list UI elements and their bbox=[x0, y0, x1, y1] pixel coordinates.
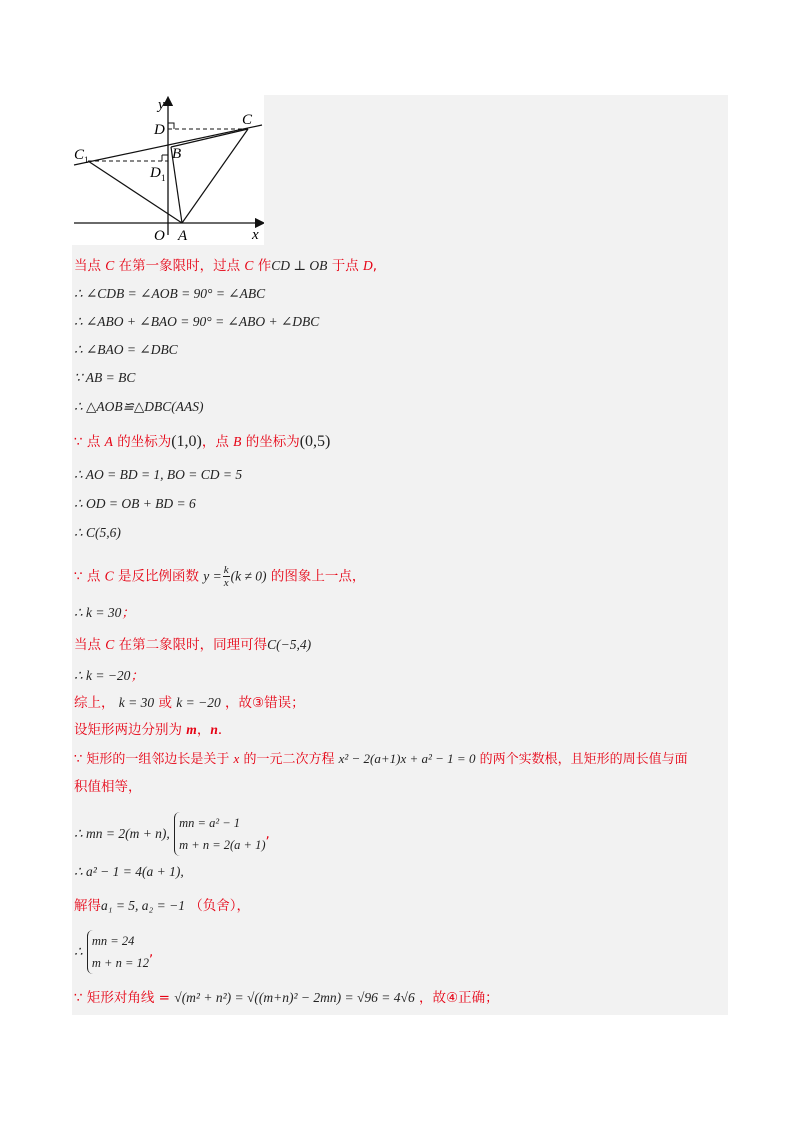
text: 的坐标为 bbox=[241, 434, 300, 450]
math-c-coord: C(−5,4) bbox=[267, 637, 312, 652]
denominator: x bbox=[223, 577, 229, 589]
geometry-figure bbox=[72, 95, 264, 245]
line-11 bbox=[74, 564, 365, 589]
text: ∵ 点 bbox=[74, 434, 105, 450]
math-roots: a₁ = 5, a₂ = −1 bbox=[101, 898, 185, 913]
math-cd-perp-ob: CD ⊥ OB bbox=[271, 258, 328, 273]
label-c1-sub: 1 bbox=[84, 155, 89, 165]
line-19: ∴ mn = 2(m + n), mn = a² − 1 m + n = 2(a + 1) , bbox=[74, 812, 270, 856]
equation-system bbox=[87, 930, 149, 974]
line-14: ∴ k = −20； bbox=[74, 668, 144, 684]
math-c: C bbox=[244, 258, 254, 273]
math-c: C bbox=[105, 258, 115, 273]
text: 于点 bbox=[327, 258, 364, 274]
math-b: B bbox=[233, 434, 242, 449]
label-c: C bbox=[242, 112, 253, 128]
math-m: m bbox=[186, 722, 197, 737]
text: 设矩形两边分别为 bbox=[74, 722, 187, 738]
label-x: x bbox=[252, 227, 259, 243]
math: ∴ k = −20 bbox=[74, 668, 131, 683]
text: 在第二象限时，同理可得 bbox=[114, 637, 268, 653]
text: ， bbox=[196, 722, 211, 738]
text: ∵ 矩形对角线 = bbox=[74, 990, 175, 1006]
line-5: ∵ AB = BC bbox=[74, 370, 136, 385]
text: 综上， bbox=[74, 695, 119, 711]
line-2: ∴ ∠CDB = ∠AOB = 90° = ∠ABC bbox=[74, 286, 266, 301]
system-row-2: m + n = 2(a + 1) bbox=[179, 838, 266, 852]
line-7 bbox=[74, 432, 330, 452]
line-3: ∴ ∠ABO + ∠BAO = 90° = ∠ABO + ∠DBC bbox=[74, 314, 320, 329]
math-a: A bbox=[104, 434, 113, 449]
line-18: 积值相等， bbox=[74, 779, 142, 795]
math-diagonal: √(m² + n²) = √((m+n)² − 2mn) = √96 = 4√6 bbox=[174, 990, 415, 1005]
line-13 bbox=[74, 635, 311, 655]
coordinate-diagram bbox=[72, 95, 264, 245]
line-1: 当点 C 在第一象限时，过点 C 作CD ⊥ OB 于点 D, bbox=[74, 258, 378, 274]
math: ∴ k = 30 bbox=[74, 605, 122, 620]
math: ∴ a² − 1 = 4(a + 1) bbox=[74, 864, 181, 879]
math-condition: (k ≠ 0) bbox=[230, 568, 267, 584]
line-8: ∴ AO = BD = 1, BO = CD = 5 bbox=[74, 467, 243, 482]
system-row-2: m + n = 12 bbox=[91, 956, 150, 970]
math-c: C bbox=[104, 568, 114, 584]
line-12: ∴ k = 30； bbox=[74, 605, 135, 621]
text: 当点 bbox=[74, 258, 106, 274]
text: 的图象上一点， bbox=[266, 568, 366, 585]
right-angle-d bbox=[168, 123, 174, 129]
text: 的一元二次方程 bbox=[239, 752, 339, 767]
text: 作 bbox=[253, 258, 272, 274]
math-d: D bbox=[363, 258, 373, 273]
math-n: n bbox=[210, 722, 218, 737]
fraction-k-over-x bbox=[223, 564, 230, 589]
math: k = 30 bbox=[118, 695, 155, 710]
line-22: ∴ mn = 24 m + n = 12 , bbox=[74, 930, 153, 974]
math-y-eq: y = bbox=[203, 568, 222, 584]
label-b: B bbox=[172, 146, 182, 162]
label-d1: D bbox=[150, 165, 161, 181]
line-4: ∴ ∠BAO = ∠DBC bbox=[74, 342, 178, 357]
text: 解得 bbox=[74, 898, 101, 914]
system-row-1: mn = 24 bbox=[91, 934, 135, 948]
text: ． bbox=[217, 722, 232, 738]
segment-a-c bbox=[182, 129, 248, 223]
label-a: A bbox=[178, 228, 188, 244]
math-x: x bbox=[233, 751, 240, 766]
text: ，故④正确； bbox=[414, 990, 499, 1006]
line-17 bbox=[74, 749, 688, 770]
label-y: y bbox=[158, 97, 165, 113]
line-15 bbox=[74, 693, 305, 713]
text: 的两个实数根，且矩形的周长值与面 bbox=[475, 752, 688, 767]
line-10: ∴ C(5,6) bbox=[74, 525, 121, 540]
text: 的坐标为 bbox=[112, 434, 172, 450]
text: ，点 bbox=[201, 434, 234, 450]
math-coord-b: (0,5) bbox=[299, 433, 331, 450]
numerator: k bbox=[223, 564, 229, 576]
system-row-1: mn = a² − 1 bbox=[179, 816, 241, 830]
math-c: C bbox=[105, 637, 115, 652]
segment-b-c bbox=[171, 129, 248, 147]
equation-system bbox=[174, 812, 265, 856]
line-21 bbox=[74, 896, 250, 916]
text: 是反比例函数 bbox=[113, 568, 204, 585]
text: ∵ 矩形的一组邻边长是关于 bbox=[74, 752, 234, 767]
line-23 bbox=[74, 988, 499, 1008]
line-16 bbox=[74, 720, 231, 740]
label-d: D bbox=[154, 122, 165, 138]
line-20: ∴ a² − 1 = 4(a + 1), bbox=[74, 864, 184, 879]
right-angle-d1 bbox=[162, 155, 168, 161]
text: （负舍）， bbox=[184, 898, 251, 914]
line-9: ∴ OD = OB + BD = 6 bbox=[74, 496, 196, 511]
label-c1: C bbox=[74, 147, 85, 163]
line-6: ∴ △AOB≌△DBC(AAS) bbox=[74, 399, 204, 414]
text: ∵ 点 bbox=[74, 568, 105, 585]
label-d1-sub: 1 bbox=[161, 173, 166, 183]
math-quadratic-equation: x² − 2(a+1)x + a² − 1 = 0 bbox=[338, 751, 476, 766]
math-coord-a: (1,0) bbox=[171, 433, 202, 450]
text: 或 bbox=[154, 695, 177, 711]
label-o: O bbox=[154, 228, 165, 244]
math: ∴ mn = 2(m + n), bbox=[74, 826, 170, 841]
text: ，故③错误； bbox=[220, 695, 305, 711]
text: 当点 bbox=[74, 637, 106, 653]
text: 在第一象限时，过点 bbox=[114, 258, 245, 274]
math: k = −20 bbox=[176, 695, 221, 710]
